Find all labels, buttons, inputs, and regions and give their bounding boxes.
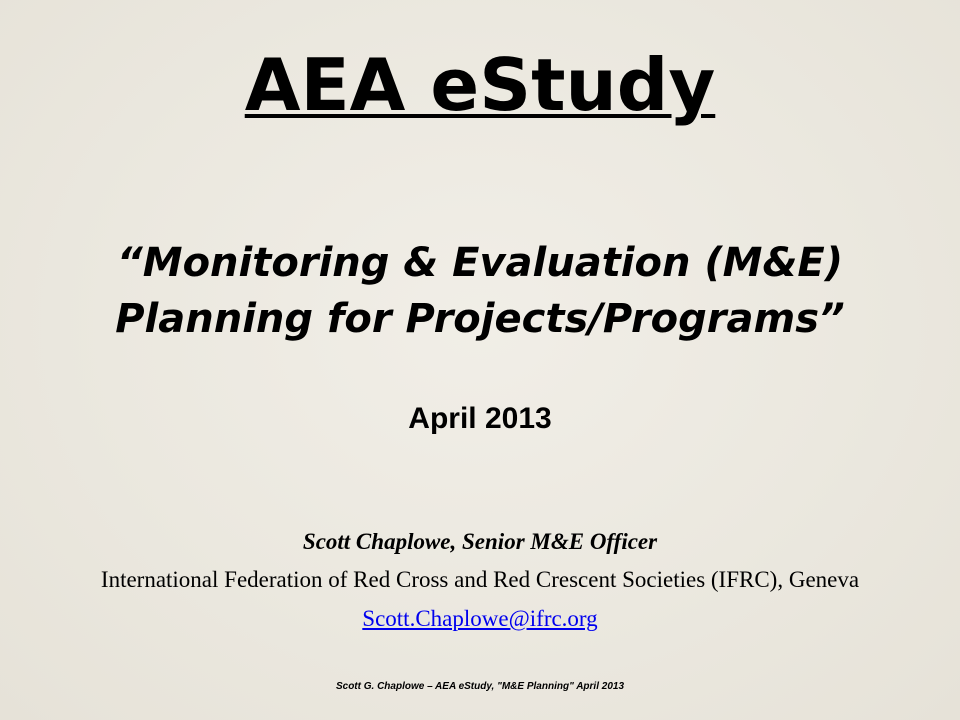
subtitle-line-1: “Monitoring & Evaluation (M&E) xyxy=(117,240,843,286)
organization-name: International Federation of Red Cross and Red Crescent Societies (IFRC), Geneva xyxy=(100,567,860,592)
presentation-date: April 2013 xyxy=(408,402,552,435)
email-link[interactable]: Scott.Chaplowe@ifrc.org xyxy=(362,606,598,631)
subtitle-line-2: Planning for Projects/Programs” xyxy=(115,296,845,342)
author-name: Scott Chaplowe, Senior M&E Officer xyxy=(302,529,658,554)
slide-subtitle xyxy=(0,235,960,347)
slide-title-text: AEA eStudy xyxy=(244,43,716,127)
email-container xyxy=(0,602,960,636)
slide-footer: Scott G. Chaplowe – AEA eStudy, "M&E Planning" April 2013 xyxy=(335,681,625,692)
slide-title xyxy=(0,40,960,130)
